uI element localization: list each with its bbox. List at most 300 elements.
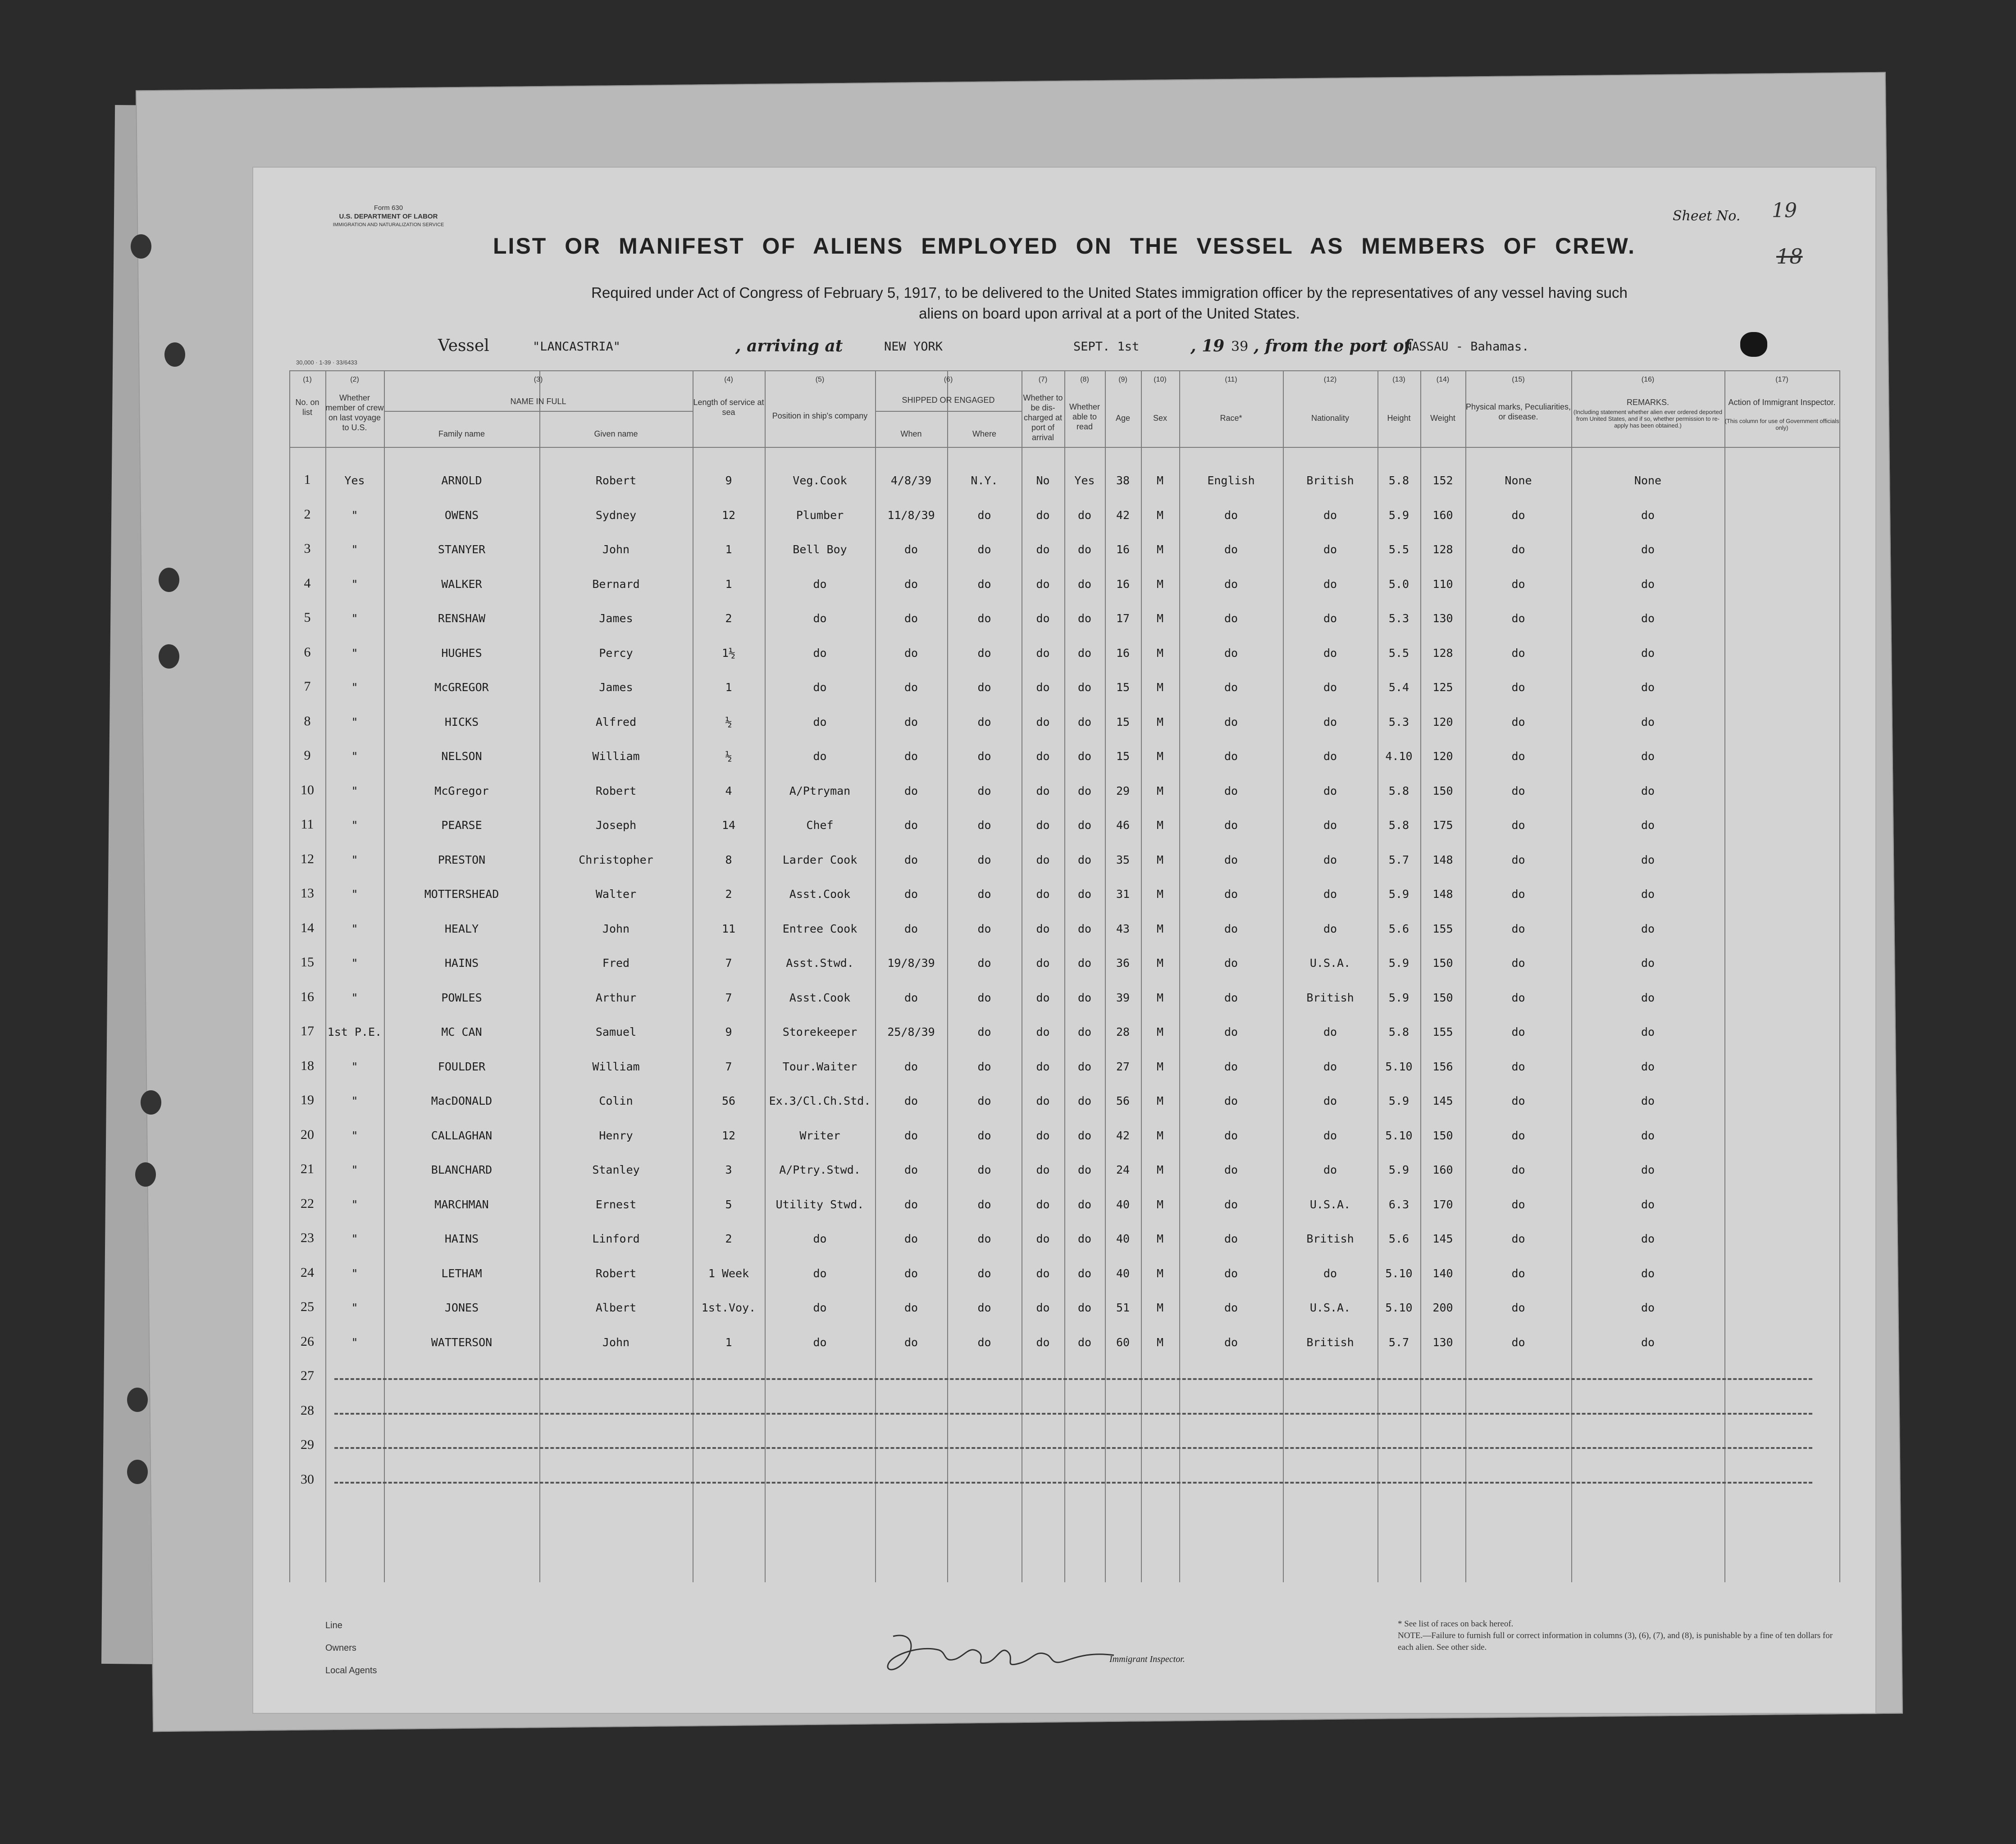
row-20-length: 12: [721, 1129, 736, 1142]
row-4-family: WALKER: [441, 577, 482, 591]
row-13-given: Walter: [595, 888, 637, 901]
row-11-sex: M: [1156, 819, 1164, 832]
row-23-race: do: [1224, 1232, 1238, 1245]
row-7-no: 7: [304, 679, 311, 694]
row-11-weight: 175: [1432, 819, 1453, 832]
row-19-race: do: [1224, 1094, 1238, 1107]
row-12-read: do: [1077, 853, 1092, 866]
row-15-member: ": [351, 956, 358, 970]
row-22-read: do: [1077, 1197, 1092, 1211]
row-2-family: OWENS: [444, 508, 479, 522]
row-6-read: do: [1077, 646, 1092, 660]
column-number: (15): [1512, 376, 1525, 383]
row-4-remarks: do: [1641, 577, 1655, 591]
hdr-no-on-list: No. on list: [295, 398, 319, 417]
row-3-length: 1: [725, 543, 732, 556]
row-23-remarks: do: [1641, 1232, 1655, 1245]
row-22-weight: 170: [1432, 1197, 1453, 1211]
row-4-position: do: [813, 577, 827, 591]
column-number: (2): [350, 376, 359, 383]
row-8-age: 15: [1116, 715, 1130, 728]
column-rule: [1839, 370, 1840, 1582]
line-label: Line: [325, 1621, 342, 1630]
row-17-nat: do: [1323, 1025, 1337, 1038]
row-14-sex: M: [1156, 922, 1164, 935]
row-14-family: HEALY: [444, 922, 479, 935]
row-21-marks: do: [1511, 1163, 1525, 1176]
row-2-remarks: do: [1641, 508, 1655, 522]
binder-hole: [159, 568, 179, 592]
row-15-remarks: do: [1641, 956, 1655, 970]
row-13-age: 31: [1116, 888, 1130, 901]
row-9-family: NELSON: [441, 750, 482, 763]
row-13-race: do: [1224, 888, 1238, 901]
departure-port: NASSAU - Bahamas.: [1405, 340, 1529, 354]
row-1-weight: 152: [1432, 474, 1453, 487]
row-24-read: do: [1077, 1266, 1092, 1280]
row-22-sex: M: [1156, 1197, 1164, 1211]
row-17-read: do: [1077, 1025, 1092, 1038]
row-26-height: 5.7: [1388, 1335, 1409, 1349]
row-24-no: 24: [301, 1265, 314, 1280]
row-21-length: 3: [725, 1163, 732, 1176]
row-6-family: HUGHES: [441, 646, 482, 660]
row-12-when: do: [904, 853, 918, 866]
row-4-age: 16: [1116, 577, 1130, 591]
row-23-marks: do: [1511, 1232, 1525, 1245]
row-1-age: 38: [1116, 474, 1130, 487]
row-3-remarks: do: [1641, 543, 1655, 556]
row-16-marks: do: [1511, 991, 1525, 1004]
row-6-disch: do: [1036, 646, 1050, 660]
row-25-height: 5.10: [1385, 1301, 1413, 1314]
row-3-given: John: [602, 543, 630, 556]
header-rule: [289, 447, 1839, 448]
row-24-family: LETHAM: [441, 1266, 482, 1280]
row-4-race: do: [1224, 577, 1238, 591]
row-29-no: 29: [301, 1437, 314, 1452]
row-12-member: ": [351, 853, 358, 866]
row-17-length: 9: [725, 1025, 732, 1038]
row-13-member: ": [351, 888, 358, 901]
row-20-disch: do: [1036, 1129, 1050, 1142]
local-agents-label: Local Agents: [325, 1666, 377, 1676]
column-number: (9): [1118, 376, 1127, 383]
row-23-nat: British: [1306, 1232, 1354, 1245]
row-5-disch: do: [1036, 612, 1050, 625]
row-25-where: do: [977, 1301, 991, 1314]
row-1-height: 5.8: [1388, 474, 1409, 487]
row-19-no: 19: [301, 1093, 314, 1107]
row-3-where: do: [977, 543, 991, 556]
row-23-disch: do: [1036, 1232, 1050, 1245]
row-9-remarks: do: [1641, 750, 1655, 763]
row-6-where: do: [977, 646, 991, 660]
races-note: * See list of races on back hereof.: [1398, 1619, 1514, 1629]
print-code: 30,000 · 1-39 · 33/6433: [296, 359, 357, 366]
row-12-race: do: [1224, 853, 1238, 866]
row-18-given: William: [592, 1060, 640, 1073]
row-11-when: do: [904, 819, 918, 832]
row-12-sex: M: [1156, 853, 1164, 866]
row-15-position: Asst.Stwd.: [786, 956, 854, 970]
row-4-given: Bernard: [592, 577, 640, 591]
row-10-race: do: [1224, 784, 1238, 797]
row-10-marks: do: [1511, 784, 1525, 797]
row-10-given: Robert: [595, 784, 637, 797]
row-13-position: Asst.Cook: [789, 888, 851, 901]
row-21-sex: M: [1156, 1163, 1164, 1176]
owners-label: Owners: [325, 1643, 356, 1653]
row-18-age: 27: [1116, 1060, 1130, 1073]
row-1-sex: M: [1156, 474, 1164, 487]
row-20-member: ": [351, 1129, 358, 1142]
row-22-when: do: [904, 1197, 918, 1211]
row-7-race: do: [1224, 681, 1238, 694]
row-6-age: 16: [1116, 646, 1130, 660]
hdr-race: Race*: [1220, 414, 1242, 423]
row-4-marks: do: [1511, 577, 1525, 591]
row-1-when: 4/8/39: [890, 474, 932, 487]
row-12-no: 12: [301, 851, 314, 866]
row-9-weight: 120: [1432, 750, 1453, 763]
row-20-when: do: [904, 1129, 918, 1142]
row-2-read: do: [1077, 508, 1092, 522]
row-5-when: do: [904, 612, 918, 625]
row-18-weight: 156: [1432, 1060, 1453, 1073]
row-24-nat: do: [1323, 1266, 1337, 1280]
row-14-weight: 155: [1432, 922, 1453, 935]
row-26-sex: M: [1156, 1335, 1164, 1349]
row-26-marks: do: [1511, 1335, 1525, 1349]
binder-hole: [131, 234, 151, 259]
arrival-port: NEW YORK: [884, 340, 943, 354]
row-30-no: 30: [301, 1471, 314, 1487]
row-20-family: CALLAGHAN: [431, 1129, 493, 1142]
row-5-marks: do: [1511, 612, 1525, 625]
hdr-name-in-full: NAME IN FULL: [510, 397, 566, 406]
row-14-race: do: [1224, 922, 1238, 935]
row-20-position: Writer: [799, 1129, 840, 1142]
row-15-race: do: [1224, 956, 1238, 970]
page-title: LIST OR MANIFEST OF ALIENS EMPLOYED ON THE VESSEL AS MEMBERS OF CREW.: [493, 233, 1636, 259]
row-22-where: do: [977, 1197, 991, 1211]
empty-row-line: [334, 1482, 1812, 1484]
row-18-sex: M: [1156, 1060, 1164, 1073]
row-25-age: 51: [1116, 1301, 1130, 1314]
row-14-remarks: do: [1641, 922, 1655, 935]
row-24-position: do: [813, 1266, 827, 1280]
row-1-position: Veg.Cook: [793, 474, 847, 487]
column-number: (1): [303, 376, 312, 383]
row-4-sex: M: [1156, 577, 1164, 591]
row-9-where: do: [977, 750, 991, 763]
row-20-no: 20: [301, 1127, 314, 1142]
row-22-nat: U.S.A.: [1309, 1197, 1351, 1211]
row-5-family: RENSHAW: [438, 612, 486, 625]
row-9-sex: M: [1156, 750, 1164, 763]
row-16-length: 7: [725, 991, 732, 1004]
row-9-marks: do: [1511, 750, 1525, 763]
row-1-member: Yes: [344, 474, 365, 487]
row-15-read: do: [1077, 956, 1092, 970]
row-25-marks: do: [1511, 1301, 1525, 1314]
hdr-shipped-or-engaged: SHIPPED OR ENGAGED: [902, 396, 995, 405]
row-24-race: do: [1224, 1266, 1238, 1280]
row-14-when: do: [904, 922, 918, 935]
row-15-given: Fred: [602, 956, 630, 970]
row-8-member: ": [351, 715, 358, 728]
row-15-when: 19/8/39: [887, 956, 935, 970]
row-11-age: 46: [1116, 819, 1130, 832]
row-15-family: HAINS: [444, 956, 479, 970]
row-1-disch: No: [1036, 474, 1050, 487]
row-2-race: do: [1224, 508, 1238, 522]
row-14-height: 5.6: [1388, 922, 1409, 935]
sheet-number: 19: [1772, 199, 1797, 222]
row-20-remarks: do: [1641, 1129, 1655, 1142]
row-17-member: 1st P.E.: [327, 1025, 382, 1038]
row-22-given: Ernest: [595, 1197, 637, 1211]
row-2-disch: do: [1036, 508, 1050, 522]
row-17-where: do: [977, 1025, 991, 1038]
row-14-where: do: [977, 922, 991, 935]
row-25-race: do: [1224, 1301, 1238, 1314]
row-11-remarks: do: [1641, 819, 1655, 832]
row-26-family: WATTERSON: [431, 1335, 493, 1349]
row-22-marks: do: [1511, 1197, 1525, 1211]
row-14-length: 11: [721, 922, 736, 935]
subtitle-line-2: aliens on board upon arrival at a port of the United States.: [919, 305, 1300, 322]
row-3-weight: 128: [1432, 543, 1453, 556]
row-10-read: do: [1077, 784, 1092, 797]
row-1-no: 1: [304, 472, 311, 487]
row-25-length: 1st.Voy.: [701, 1301, 756, 1314]
row-9-position: do: [813, 750, 827, 763]
column-number: (17): [1775, 376, 1788, 383]
row-18-where: do: [977, 1060, 991, 1073]
row-2-marks: do: [1511, 508, 1525, 522]
row-5-given: James: [599, 612, 633, 625]
row-14-position: Entree Cook: [782, 922, 857, 935]
row-26-when: do: [904, 1335, 918, 1349]
row-19-read: do: [1077, 1094, 1092, 1107]
row-12-where: do: [977, 853, 991, 866]
row-16-given: Arthur: [595, 991, 637, 1004]
row-18-member: ": [351, 1060, 358, 1073]
row-8-where: do: [977, 715, 991, 728]
row-19-disch: do: [1036, 1094, 1050, 1107]
row-14-read: do: [1077, 922, 1092, 935]
row-7-when: do: [904, 681, 918, 694]
row-19-position: Ex.3/Cl.Ch.Std.: [769, 1094, 871, 1107]
row-23-family: HAINS: [444, 1232, 479, 1245]
row-19-weight: 145: [1432, 1094, 1453, 1107]
row-21-height: 5.9: [1388, 1163, 1409, 1176]
row-26-race: do: [1224, 1335, 1238, 1349]
crew-manifest-form: [252, 167, 1876, 1714]
row-20-sex: M: [1156, 1129, 1164, 1142]
row-8-read: do: [1077, 715, 1092, 728]
row-10-where: do: [977, 784, 991, 797]
row-21-remarks: do: [1641, 1163, 1655, 1176]
row-4-disch: do: [1036, 577, 1050, 591]
header-subrule: [875, 411, 1022, 412]
row-9-height: 4.10: [1385, 750, 1413, 763]
row-10-length: 4: [725, 784, 732, 797]
row-25-member: ": [351, 1301, 358, 1314]
row-7-height: 5.4: [1388, 681, 1409, 694]
row-26-remarks: do: [1641, 1335, 1655, 1349]
row-1-read: Yes: [1074, 474, 1095, 487]
row-7-weight: 125: [1432, 681, 1453, 694]
row-10-disch: do: [1036, 784, 1050, 797]
hdr-age: Age: [1115, 414, 1131, 423]
row-24-weight: 140: [1432, 1266, 1453, 1280]
column-number: (7): [1038, 376, 1048, 383]
row-5-nat: do: [1323, 612, 1337, 625]
row-16-no: 16: [301, 989, 314, 1004]
row-18-race: do: [1224, 1060, 1238, 1073]
row-5-length: 2: [725, 612, 732, 625]
row-21-age: 24: [1116, 1163, 1130, 1176]
vessel-name: "LANCASTRIA": [533, 340, 621, 354]
column-number: (8): [1080, 376, 1089, 383]
row-11-given: Joseph: [595, 819, 637, 832]
year-label: , 19: [1190, 337, 1225, 355]
row-26-disch: do: [1036, 1335, 1050, 1349]
row-21-where: do: [977, 1163, 991, 1176]
hdr-family-name: Family name: [438, 429, 485, 438]
sheet-label: Sheet No.: [1673, 208, 1741, 224]
row-8-given: Alfred: [595, 715, 637, 728]
row-16-where: do: [977, 991, 991, 1004]
arrival-year: 39: [1231, 339, 1249, 355]
row-22-remarks: do: [1641, 1197, 1655, 1211]
row-16-when: do: [904, 991, 918, 1004]
row-6-marks: do: [1511, 646, 1525, 660]
inspector-label: Immigrant Inspector.: [1109, 1654, 1185, 1664]
row-11-marks: do: [1511, 819, 1525, 832]
row-17-sex: M: [1156, 1025, 1164, 1038]
row-17-no: 17: [301, 1024, 314, 1038]
row-4-read: do: [1077, 577, 1092, 591]
row-3-nat: do: [1323, 543, 1337, 556]
row-5-where: do: [977, 612, 991, 625]
row-1-family: ARNOLD: [441, 474, 482, 487]
row-2-weight: 160: [1432, 508, 1453, 522]
row-11-position: Chef: [806, 819, 834, 832]
row-21-when: do: [904, 1163, 918, 1176]
row-7-length: 1: [725, 681, 732, 694]
row-21-member: ": [351, 1163, 358, 1176]
hdr-whether-member: Whether member of crew on last voyage to U.S.: [325, 393, 384, 432]
row-12-position: Larder Cook: [782, 853, 857, 866]
row-8-length: ½: [725, 715, 732, 728]
row-2-given: Sydney: [595, 508, 637, 522]
row-16-family: POWLES: [441, 991, 482, 1004]
row-14-marks: do: [1511, 922, 1525, 935]
row-7-marks: do: [1511, 681, 1525, 694]
row-6-nat: do: [1323, 646, 1337, 660]
row-5-age: 17: [1116, 612, 1130, 625]
row-17-weight: 155: [1432, 1025, 1453, 1038]
row-8-nat: do: [1323, 715, 1337, 728]
form-number: Form 630: [374, 204, 403, 212]
row-23-height: 5.6: [1388, 1232, 1409, 1245]
row-7-read: do: [1077, 681, 1092, 694]
row-23-sex: M: [1156, 1232, 1164, 1245]
row-15-weight: 150: [1432, 956, 1453, 970]
row-11-member: ": [351, 819, 358, 832]
row-11-height: 5.8: [1388, 819, 1409, 832]
row-13-height: 5.9: [1388, 888, 1409, 901]
row-7-remarks: do: [1641, 681, 1655, 694]
row-5-sex: M: [1156, 612, 1164, 625]
row-18-read: do: [1077, 1060, 1092, 1073]
row-26-given: John: [602, 1335, 630, 1349]
row-3-when: do: [904, 543, 918, 556]
row-12-disch: do: [1036, 853, 1050, 866]
row-2-nat: do: [1323, 508, 1337, 522]
row-13-where: do: [977, 888, 991, 901]
row-1-given: Robert: [595, 474, 637, 487]
row-24-length: 1 Week: [708, 1266, 749, 1280]
binder-hole: [127, 1460, 148, 1484]
row-26-nat: British: [1306, 1335, 1354, 1349]
row-17-family: MC CAN: [441, 1025, 482, 1038]
row-4-weight: 110: [1432, 577, 1453, 591]
row-19-age: 56: [1116, 1094, 1130, 1107]
row-23-no: 23: [301, 1230, 314, 1245]
row-9-no: 9: [304, 748, 311, 763]
row-11-where: do: [977, 819, 991, 832]
row-23-when: do: [904, 1232, 918, 1245]
row-7-member: ": [351, 681, 358, 694]
row-24-given: Robert: [595, 1266, 637, 1280]
row-23-given: Linford: [592, 1232, 640, 1245]
row-21-read: do: [1077, 1163, 1092, 1176]
column-number: (4): [724, 376, 733, 383]
hdr-action-note: (This column for use of Government officials only): [1724, 418, 1839, 431]
column-number: (5): [815, 376, 825, 383]
row-22-disch: do: [1036, 1197, 1050, 1211]
row-3-marks: do: [1511, 543, 1525, 556]
row-14-age: 43: [1116, 922, 1130, 935]
row-2-sex: M: [1156, 508, 1164, 522]
row-13-nat: do: [1323, 888, 1337, 901]
row-11-length: 14: [721, 819, 736, 832]
row-5-read: do: [1077, 612, 1092, 625]
row-17-remarks: do: [1641, 1025, 1655, 1038]
row-12-given: Christopher: [579, 853, 653, 866]
hdr-given-name: Given name: [594, 429, 638, 438]
row-10-sex: M: [1156, 784, 1164, 797]
binder-hole: [159, 644, 179, 669]
row-15-height: 5.9: [1388, 956, 1409, 970]
row-20-age: 42: [1116, 1129, 1130, 1142]
row-10-remarks: do: [1641, 784, 1655, 797]
row-14-given: John: [602, 922, 630, 935]
row-14-no: 14: [301, 920, 314, 935]
row-4-member: ": [351, 577, 358, 591]
row-22-length: 5: [725, 1197, 732, 1211]
row-10-weight: 150: [1432, 784, 1453, 797]
row-21-given: Stanley: [592, 1163, 640, 1176]
row-3-age: 16: [1116, 543, 1130, 556]
row-2-where: do: [977, 508, 991, 522]
row-20-given: Henry: [599, 1129, 633, 1142]
